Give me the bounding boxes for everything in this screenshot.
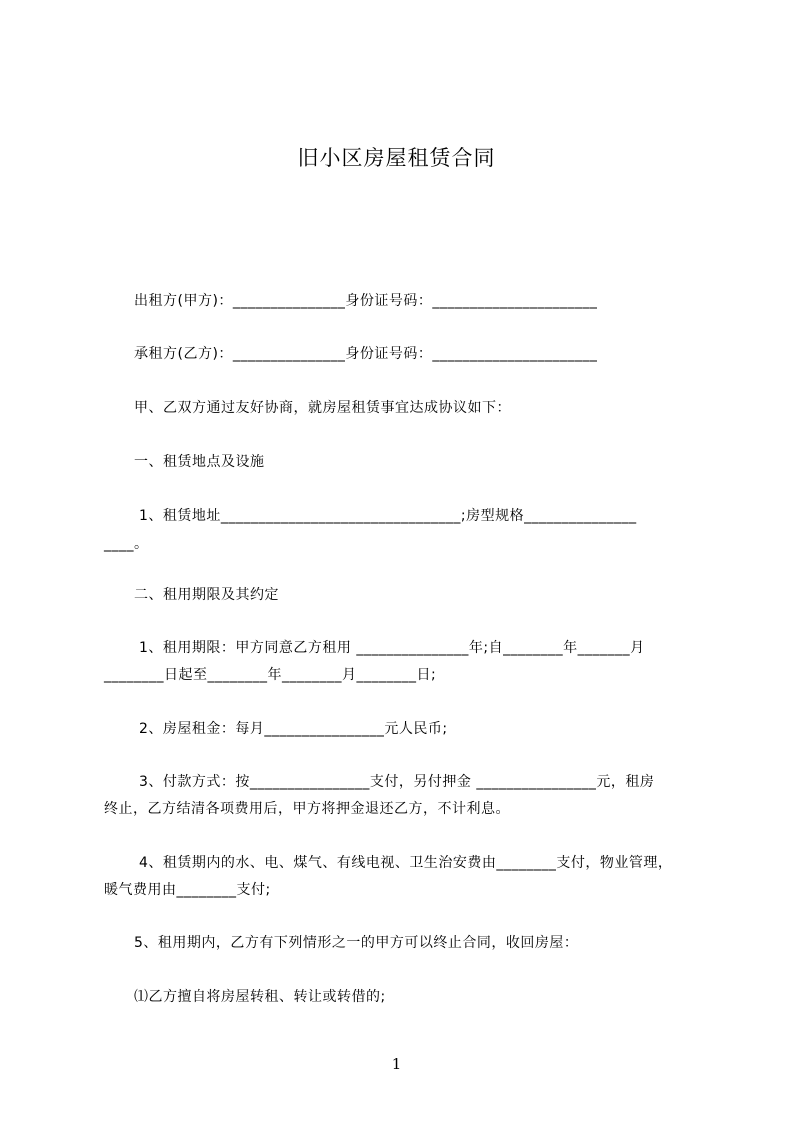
lessee-line: 承租方(乙方)：_______________身份证号码：______________________ — [134, 346, 598, 362]
clause-term-line-1: 1、租用期限：甲方同意乙方租用 _______________年;自________年_______月 — [139, 640, 645, 656]
clause-rent: 2、房屋租金：每月________________元人民币; — [139, 721, 448, 737]
clause-payment-line-2: 终止，乙方结清各项费用后，甲方将押金退还乙方，不计利息。 — [104, 801, 510, 817]
clause-address-line-1: 1、租赁地址________________________________;房型规格_______________ — [139, 508, 637, 524]
section-heading-term: 二、租用期限及其约定 — [134, 587, 279, 603]
clause-term-line-2: ________日起至________年________月________日; — [104, 667, 437, 683]
clause-address-line-2: ____。 — [104, 536, 149, 552]
intro-paragraph: 甲、乙双方通过友好协商，就房屋租赁事宜达成协议如下： — [134, 400, 511, 416]
lessor-line: 出租方(甲方)：_______________身份证号码：______________________ — [134, 293, 598, 309]
clause-termination-item-1: ⑴乙方擅自将房屋转租、转让或转借的; — [134, 989, 386, 1005]
clause-termination: 5、租用期内，乙方有下列情形之一的甲方可以终止合同，收回房屋： — [134, 935, 579, 951]
page-number: 1 — [391, 1055, 402, 1073]
document-title: 旧小区房屋租赁合同 — [297, 146, 496, 170]
clause-payment-line-1: 3、付款方式：按________________支付，另付押金 ________________元，租房 — [139, 774, 655, 790]
clause-utilities-line-1: 4、租赁期内的水、电、煤气、有线电视、卫生治安费由________支付，物业管理， — [139, 855, 673, 871]
clause-utilities-line-2: 暖气费用由________支付; — [104, 882, 271, 898]
section-heading-location: 一、租赁地点及设施 — [134, 454, 265, 470]
